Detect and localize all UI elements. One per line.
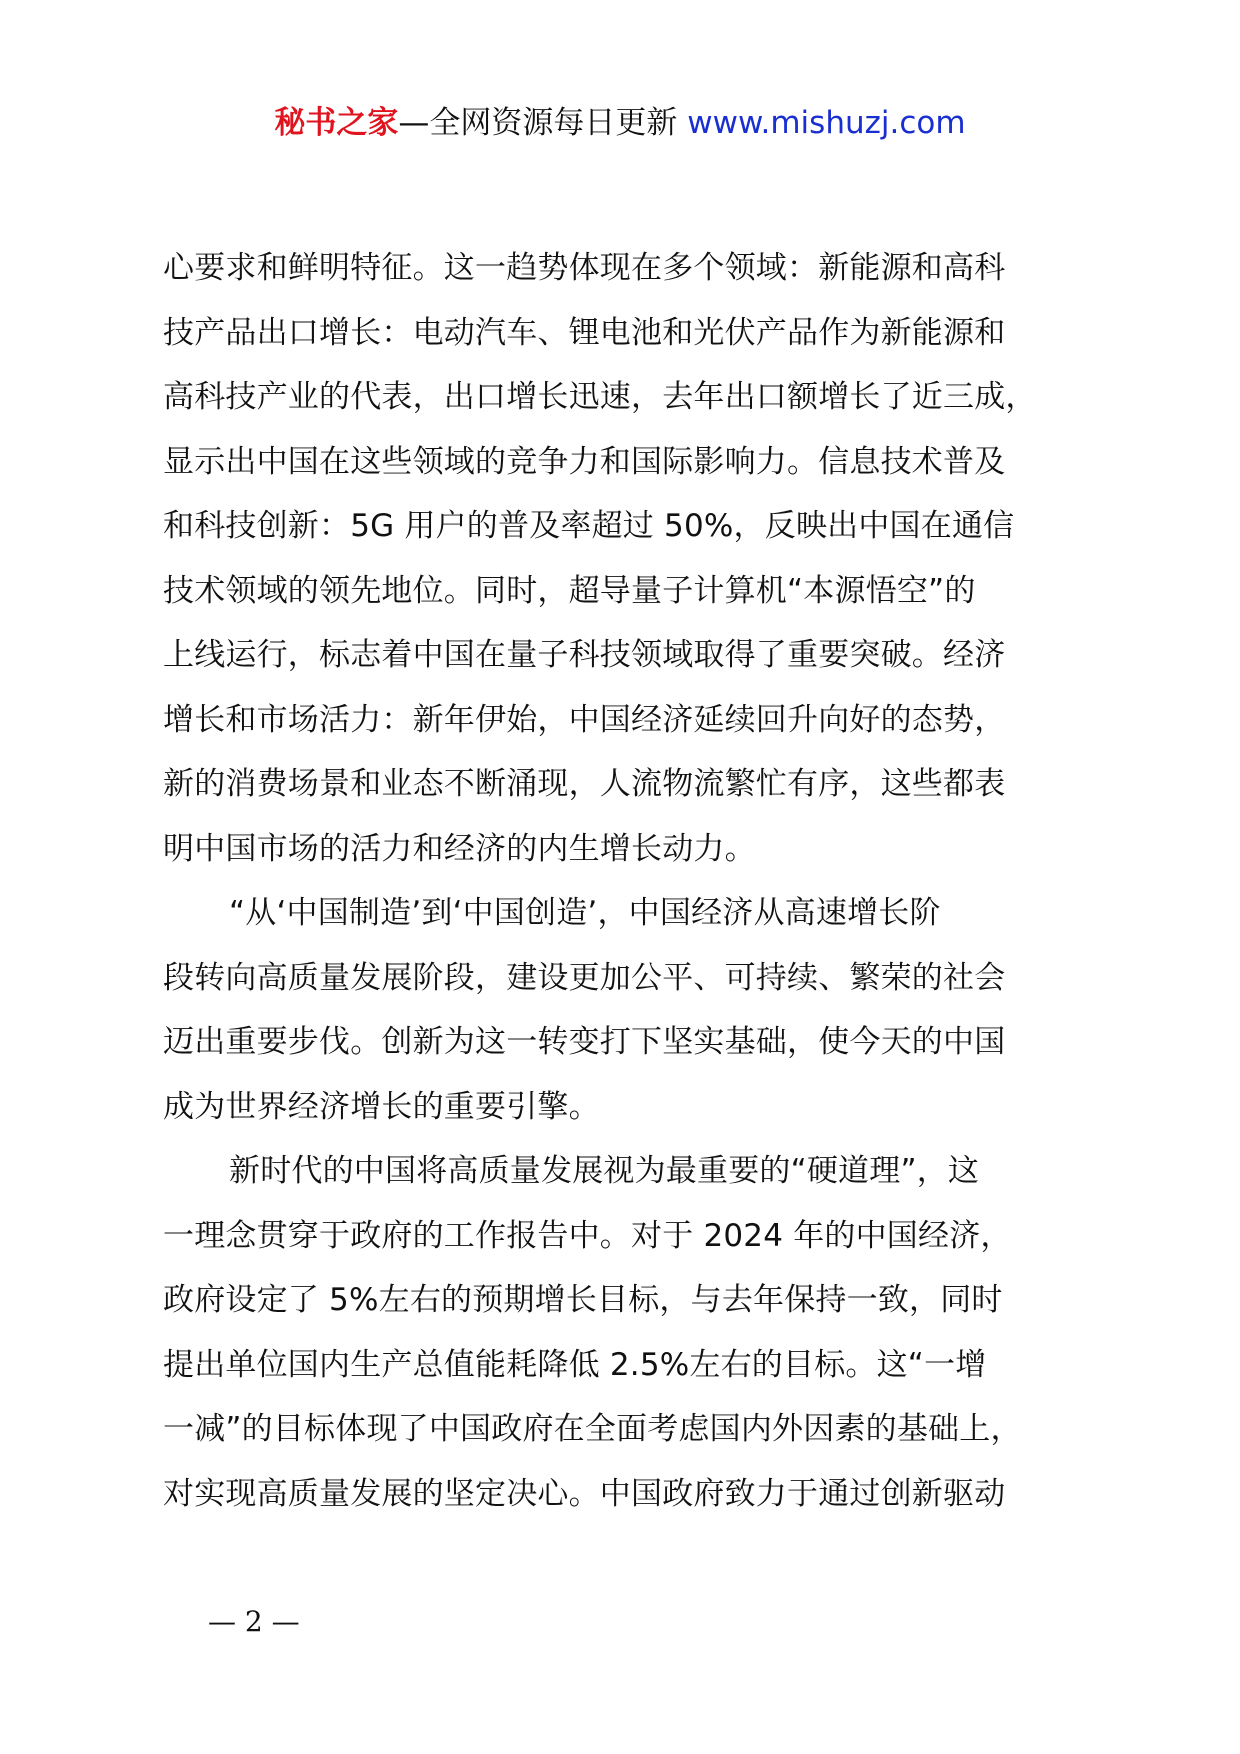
body-line: 一理念贯穿于政府的工作报告中。对于 2024 年的中国经济， <box>163 1217 1012 1254</box>
body-line: 政府设定了 5%左右的预期增长目标，与去年保持一致，同时 <box>163 1282 1003 1318</box>
page-number: — 2 — <box>208 1605 300 1638</box>
body-line: 增长和市场活力：新年伊始，中国经济延续回升向好的态势， <box>163 701 1006 738</box>
body-line: 显示出中国在这些领域的竞争力和国际影响力。信息技术普及 <box>163 443 1006 480</box>
body-line: 明中国市场的活力和经济的内生增长动力。 <box>163 830 756 867</box>
body-line: 心要求和鲜明特征。这一趋势体现在多个领域：新能源和高科 <box>163 250 1006 286</box>
paragraph-start-line: “从‘中国制造’到‘中国创造’，中国经济从高速增长阶 <box>229 895 941 931</box>
site-header <box>0 98 1240 148</box>
body-line: 段转向高质量发展阶段，建设更加公平、可持续、繁荣的社会 <box>163 959 1006 996</box>
site-tagline: —全网资源每日更新 <box>398 105 688 141</box>
document-body <box>163 236 1108 1526</box>
body-line: 高科技产业的代表，出口增长迅速，去年出口额增长了近三成， <box>163 379 1037 415</box>
body-line: 技术领域的领先地位。同时，超导量子计算机“本源悟空”的 <box>163 572 976 609</box>
body-line: 技产品出口增长：电动汽车、锂电池和光伏产品作为新能源和 <box>163 314 1006 351</box>
paragraph-start-line: 新时代的中国将高质量发展视为最重要的“硬道理”，这 <box>229 1153 980 1189</box>
body-line: 一减”的目标体现了中国政府在全面考虑国内外因素的基础上， <box>163 1411 1022 1447</box>
body-line: 和科技创新：5G 用户的普及率超过 50%，反映出中国在通信 <box>163 508 1015 544</box>
body-line: 成为世界经济增长的重要引擎。 <box>163 1088 600 1125</box>
site-url-link[interactable]: www.mishuzj.com <box>687 105 966 141</box>
body-line: 提出单位国内生产总值能耗降低 2.5%左右的目标。这“一增 <box>163 1346 987 1383</box>
body-line: 上线运行，标志着中国在量子科技领域取得了重要突破。经济 <box>163 637 1006 673</box>
body-line: 新的消费场景和业态不断涌现，人流物流繁忙有序，这些都表 <box>163 766 1006 802</box>
site-brand: 秘书之家 <box>274 105 399 141</box>
body-line: 迈出重要步伐。创新为这一转变打下坚实基础，使今天的中国 <box>163 1024 1006 1060</box>
body-line: 对实现高质量发展的坚定决心。中国政府致力于通过创新驱动 <box>163 1475 1006 1512</box>
